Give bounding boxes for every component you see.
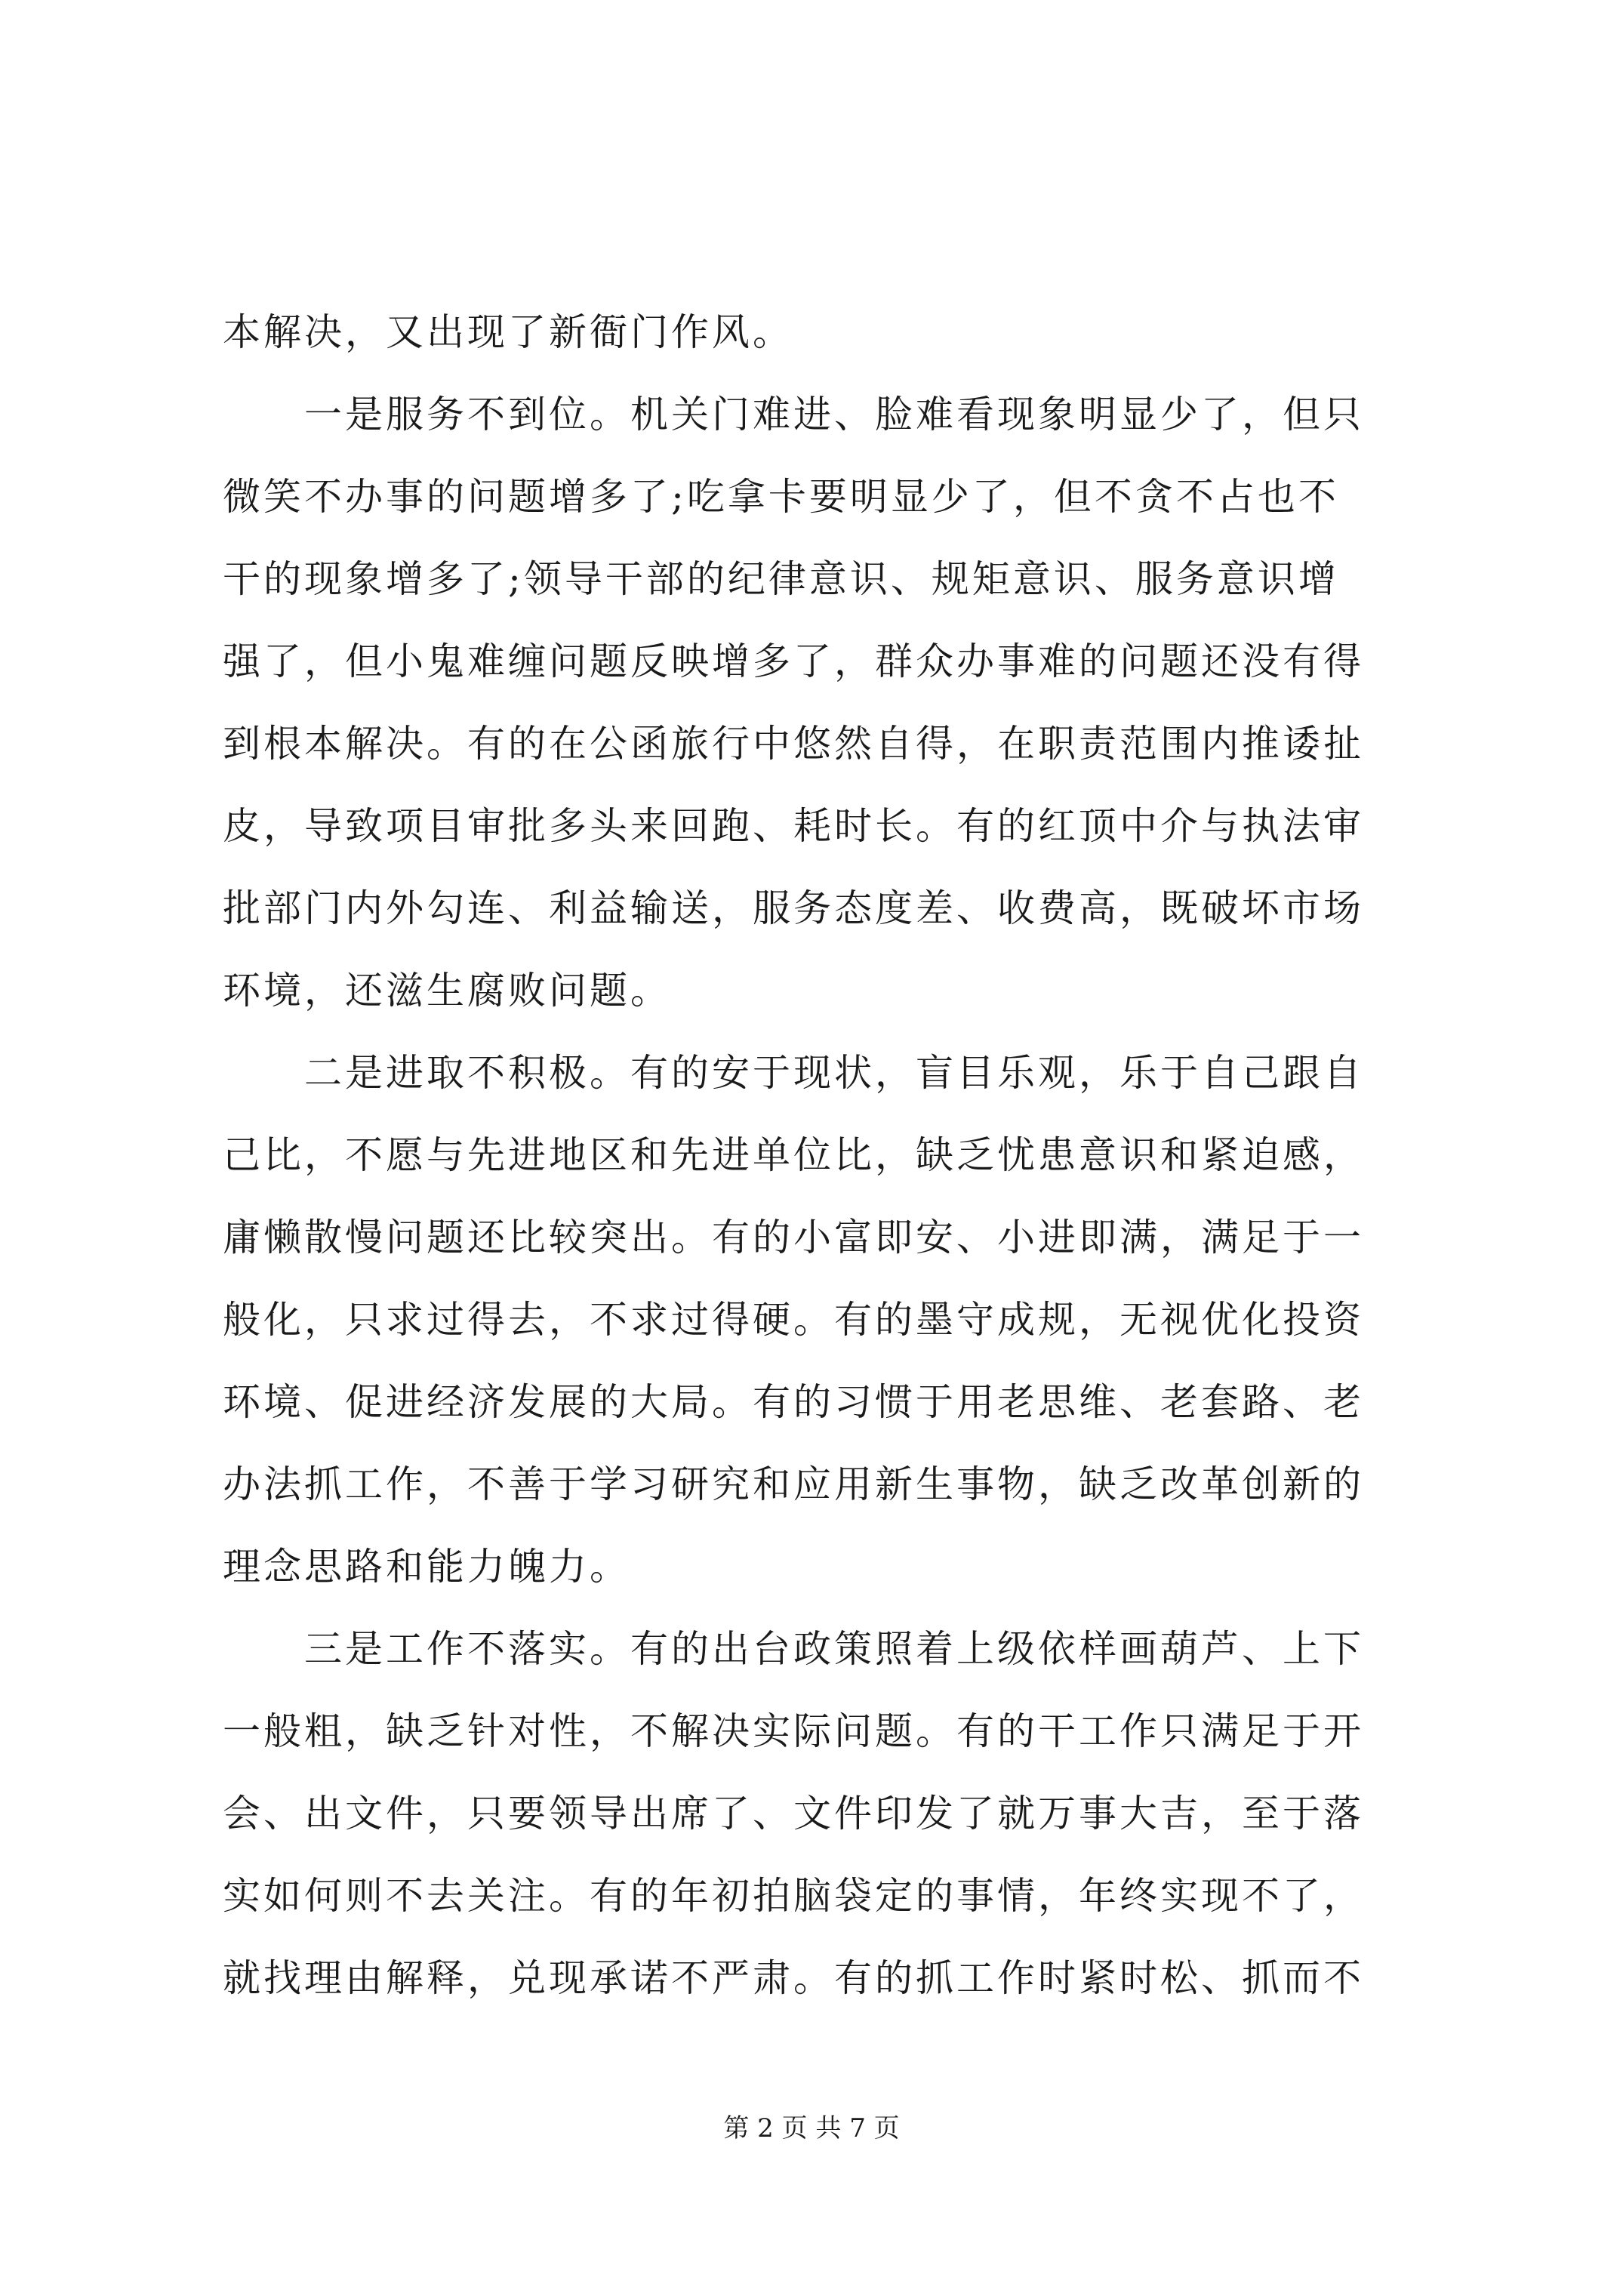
text-line: 实如何则不去关注。有的年初拍脑袋定的事情，年终实现不了， (223, 1874, 1364, 1918)
text-line: 干的现象增多了;领导干部的纪律意识、规矩意识、服务意识增 (223, 557, 1339, 601)
text-line: 就找理由解释，兑现承诺不严肃。有的抓工作时紧时松、抓而不 (223, 1956, 1364, 2000)
text-line: 二是进取不积极。有的安于现状，盲目乐观，乐于自己跟自 (223, 1051, 1364, 1095)
text-line: 理念思路和能力魄力。 (223, 1545, 630, 1589)
document-body (223, 291, 1431, 2020)
text-line: 会、出文件，只要领导出席了、文件印发了就万事大吉，至于落 (223, 1792, 1364, 1835)
text-line: 环境、促进经济发展的大局。有的习惯于用老思维、老套路、老 (223, 1380, 1364, 1424)
text-line: 环境，还滋生腐败问题。 (223, 969, 671, 1012)
text-line: 批部门内外勾连、利益输送，服务态度差、收费高，既破坏市场 (223, 886, 1364, 930)
text-line: 三是工作不落实。有的出台政策照着上级依样画葫芦、上下 (223, 1627, 1364, 1671)
text-line: 微笑不办事的问题增多了;吃拿卡要明显少了，但不贪不占也不 (223, 475, 1339, 519)
text-line: 己比，不愿与先进地区和先进单位比，缺乏忧患意识和紧迫感， (223, 1133, 1364, 1177)
text-line: 庸懒散慢问题还比较突出。有的小富即安、小进即满，满足于一 (223, 1216, 1364, 1259)
text-line: 般化，只求过得去，不求过得硬。有的墨守成规，无视优化投资 (223, 1298, 1364, 1342)
text-line: 到根本解决。有的在公函旅行中悠然自得，在职责范围内推诿扯 (223, 722, 1364, 766)
text-line: 皮，导致项目审批多头来回跑、耗时长。有的红顶中介与执法审 (223, 804, 1364, 848)
text-line: 本解决，又出现了新衙门作风。 (223, 310, 793, 354)
text-line: 一般粗，缺乏针对性，不解决实际问题。有的干工作只满足于开 (223, 1709, 1364, 1753)
text-line: 一是服务不到位。机关门难进、脸难看现象明显少了，但只 (223, 393, 1364, 436)
text-line: 办法抓工作，不善于学习研究和应用新生事物，缺乏改革创新的 (223, 1462, 1364, 1506)
text-line: 强了，但小鬼难缠问题反映增多了，群众办事难的问题还没有得 (223, 639, 1364, 683)
page-number-footer: 第 2 页 共 7 页 (723, 2113, 900, 2143)
